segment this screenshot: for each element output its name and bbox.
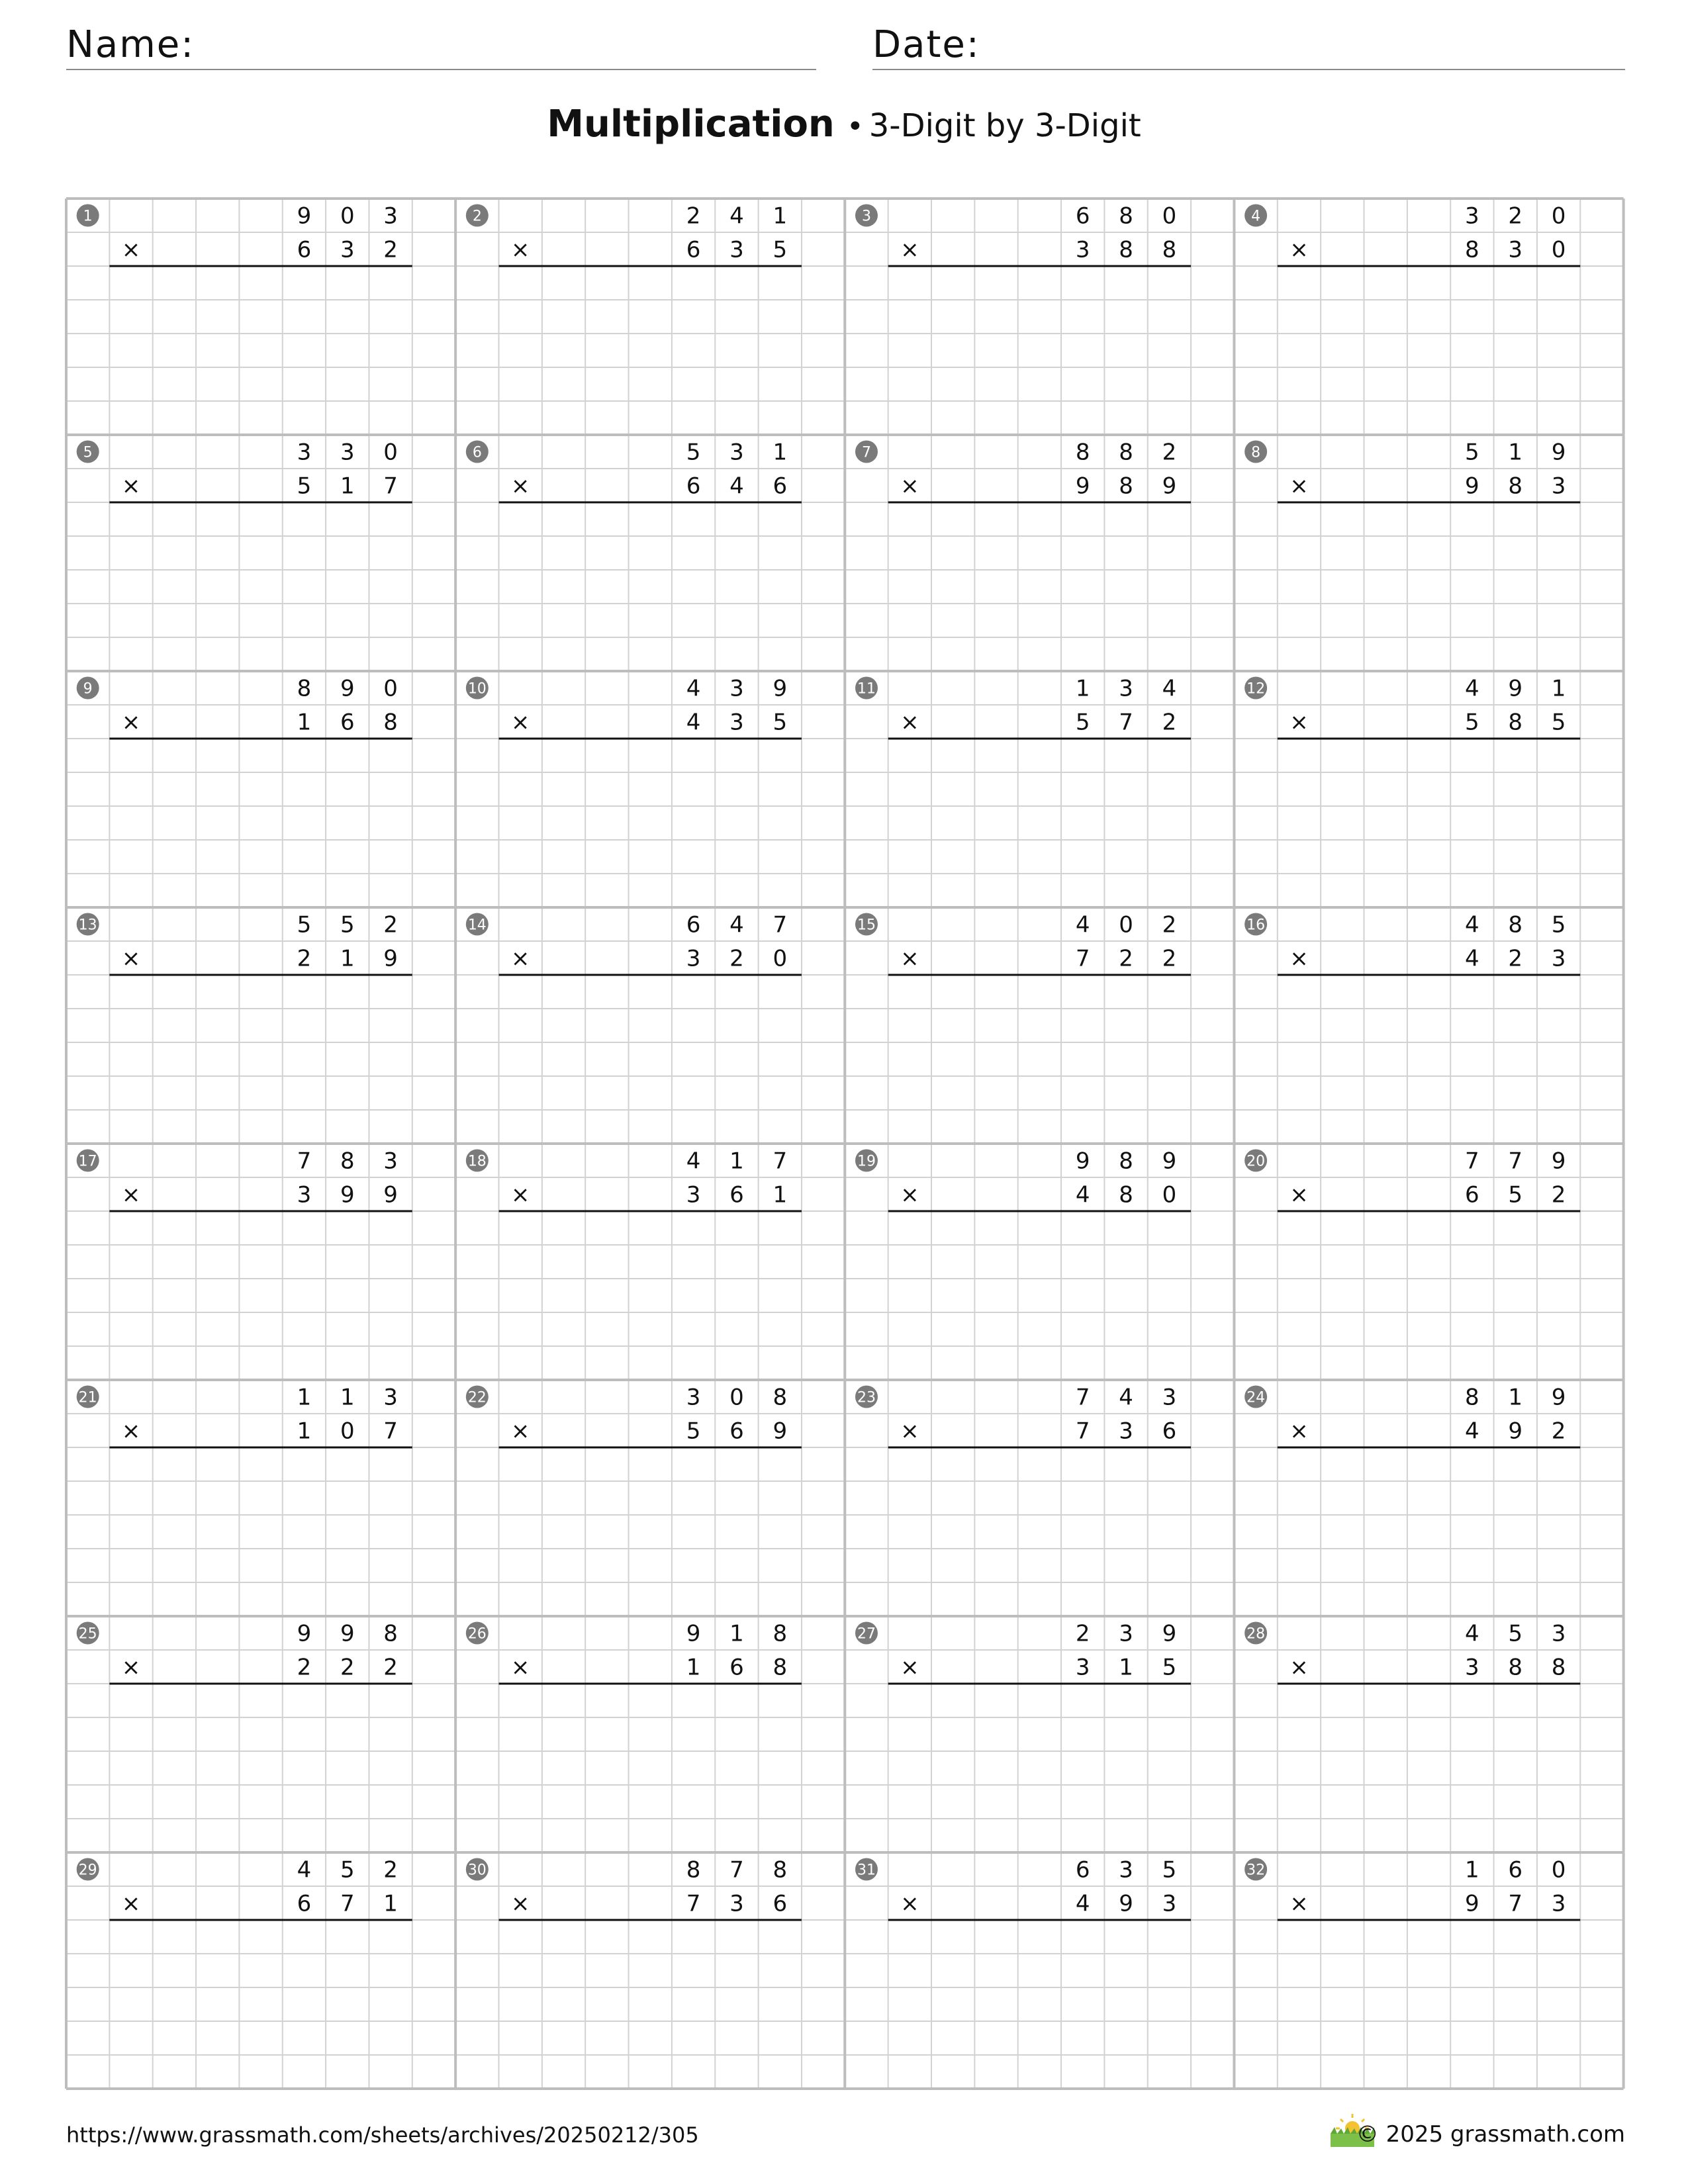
multiplicand-digit: 9 xyxy=(1508,675,1523,702)
multiplicand-digit: 4 xyxy=(1162,675,1177,702)
multiplicand-digit: 6 xyxy=(1075,203,1090,230)
multiplier-digit: 1 xyxy=(297,1418,312,1445)
multiplicand-digit: 5 xyxy=(1162,1856,1177,1884)
problem-number: 4 xyxy=(1251,208,1261,225)
multiplicand-digit: 6 xyxy=(1075,1856,1090,1884)
multiplicand-digit: 0 xyxy=(383,439,398,466)
multiplier-digit: 8 xyxy=(1119,1181,1133,1208)
multiplier-digit: 2 xyxy=(1551,1181,1566,1208)
multiply-operator: × xyxy=(1289,1654,1309,1681)
multiplier-digit: 1 xyxy=(1119,1654,1133,1681)
multiplier-digit: 6 xyxy=(1465,1181,1479,1208)
problem-number: 16 xyxy=(1246,917,1266,934)
title-subtitle: 3-Digit by 3-Digit xyxy=(868,107,1141,144)
multiplicand-digit: 6 xyxy=(686,911,701,938)
multiplier-digit: 1 xyxy=(383,1890,398,1917)
problem-number: 28 xyxy=(1246,1625,1266,1643)
multiplier-digit: 7 xyxy=(1119,709,1133,736)
problem-number: 9 xyxy=(83,680,93,698)
multiply-operator: × xyxy=(510,945,530,972)
multiplier-digit: 4 xyxy=(729,473,744,500)
multiply-operator: × xyxy=(1289,1181,1309,1208)
multiplier-digit: 4 xyxy=(1465,945,1479,972)
multiplier-digit: 4 xyxy=(1465,1418,1479,1445)
multiply-operator: × xyxy=(121,236,141,263)
multiplicand-digit: 2 xyxy=(383,1856,398,1884)
multiply-operator: × xyxy=(1289,473,1309,500)
multiply-operator: × xyxy=(1289,945,1309,972)
multiplicand-digit: 5 xyxy=(1508,1620,1523,1647)
multiplier-digit: 7 xyxy=(1075,1418,1090,1445)
multiplicand-digit: 3 xyxy=(1119,1856,1133,1884)
multiplier-digit: 2 xyxy=(297,1654,312,1681)
multiplicand-digit: 5 xyxy=(686,439,701,466)
multiplier-digit: 5 xyxy=(773,236,788,263)
multiplier-digit: 6 xyxy=(729,1181,744,1208)
multiplicand-digit: 4 xyxy=(686,675,701,702)
multiplier-digit: 2 xyxy=(729,945,744,972)
multiplicand-digit: 1 xyxy=(773,203,788,230)
multiplicand-digit: 7 xyxy=(773,911,788,938)
multiplicand-digit: 1 xyxy=(773,439,788,466)
multiply-operator: × xyxy=(900,709,919,736)
multiplicand-digit: 8 xyxy=(686,1856,701,1884)
multiplier-digit: 3 xyxy=(686,1181,701,1208)
multiplicand-digit: 9 xyxy=(1551,1384,1566,1411)
multiplier-digit: 6 xyxy=(297,1890,312,1917)
multiplier-digit: 5 xyxy=(1162,1654,1177,1681)
multiply-operator: × xyxy=(121,709,141,736)
problem-number: 14 xyxy=(467,917,487,934)
problem-number: 18 xyxy=(467,1153,487,1170)
multiplier-digit: 2 xyxy=(1551,1418,1566,1445)
multiplicand-digit: 7 xyxy=(1075,1384,1090,1411)
multiplicand-digit: 1 xyxy=(1508,1384,1523,1411)
multiplier-digit: 9 xyxy=(340,1181,355,1208)
problem-number: 12 xyxy=(1246,680,1266,698)
multiplier-digit: 3 xyxy=(1551,1890,1566,1917)
multiplier-digit: 8 xyxy=(1508,473,1523,500)
multiplier-digit: 1 xyxy=(340,945,355,972)
multiplicand-digit: 0 xyxy=(340,203,355,230)
multiplicand-digit: 5 xyxy=(1551,911,1566,938)
multiplicand-digit: 3 xyxy=(340,439,355,466)
multiplicand-digit: 4 xyxy=(729,203,744,230)
multiplier-digit: 3 xyxy=(1465,1654,1479,1681)
multiplicand-digit: 3 xyxy=(729,675,744,702)
multiply-operator: × xyxy=(900,1418,919,1445)
problem-number: 20 xyxy=(1246,1153,1266,1170)
multiplier-digit: 3 xyxy=(686,945,701,972)
multiplicand-digit: 1 xyxy=(1508,439,1523,466)
multiplicand-digit: 8 xyxy=(1508,911,1523,938)
multiplier-digit: 7 xyxy=(383,1418,398,1445)
multiplier-digit: 6 xyxy=(729,1654,744,1681)
multiply-operator: × xyxy=(121,1181,141,1208)
multiplicand-digit: 3 xyxy=(1162,1384,1177,1411)
multiplier-digit: 7 xyxy=(383,473,398,500)
multiplicand-digit: 1 xyxy=(729,1620,744,1647)
multiplier-digit: 1 xyxy=(686,1654,701,1681)
multiplier-digit: 8 xyxy=(1119,236,1133,263)
multiplier-digit: 4 xyxy=(1075,1890,1090,1917)
multiplicand-digit: 0 xyxy=(1551,203,1566,230)
multiplier-digit: 3 xyxy=(297,1181,312,1208)
multiplicand-digit: 0 xyxy=(729,1384,744,1411)
multiply-operator: × xyxy=(121,1654,141,1681)
multiplier-digit: 3 xyxy=(1075,236,1090,263)
multiplier-digit: 3 xyxy=(1162,1890,1177,1917)
problem-number: 7 xyxy=(861,444,871,461)
problem-number: 24 xyxy=(1246,1389,1266,1406)
multiplier-digit: 6 xyxy=(686,473,701,500)
multiplier-digit: 3 xyxy=(1508,236,1523,263)
multiply-operator: × xyxy=(121,473,141,500)
multiplicand-digit: 1 xyxy=(1075,675,1090,702)
multiplier-digit: 8 xyxy=(1508,1654,1523,1681)
multiplicand-digit: 8 xyxy=(1119,1148,1133,1175)
multiply-operator: × xyxy=(900,1181,919,1208)
multiplier-digit: 0 xyxy=(340,1418,355,1445)
multiplier-digit: 8 xyxy=(383,709,398,736)
multiplicand-digit: 1 xyxy=(729,1148,744,1175)
multiplicand-digit: 3 xyxy=(729,439,744,466)
multiplicand-digit: 4 xyxy=(1119,1384,1133,1411)
multiplicand-digit: 4 xyxy=(1075,911,1090,938)
problem-number: 25 xyxy=(78,1625,97,1643)
multiplicand-digit: 2 xyxy=(1508,203,1523,230)
multiplier-digit: 6 xyxy=(686,236,701,263)
multiplicand-digit: 4 xyxy=(686,1148,701,1175)
problem-number: 21 xyxy=(78,1389,97,1406)
multiplicand-digit: 8 xyxy=(1119,203,1133,230)
problem-number: 31 xyxy=(857,1862,876,1879)
multiplier-digit: 6 xyxy=(729,1418,744,1445)
date-label: Date: xyxy=(872,23,980,66)
multiplier-digit: 6 xyxy=(297,236,312,263)
multiplicand-digit: 9 xyxy=(297,203,312,230)
multiplicand-digit: 2 xyxy=(1162,439,1177,466)
multiply-operator: × xyxy=(510,1890,530,1917)
problem-number: 22 xyxy=(467,1389,487,1406)
multiplier-digit: 6 xyxy=(340,709,355,736)
multiply-operator: × xyxy=(1289,1890,1309,1917)
multiplicand-digit: 5 xyxy=(1465,439,1479,466)
title-main: Multiplication xyxy=(547,103,835,146)
multiplier-digit: 3 xyxy=(1119,1418,1133,1445)
multiplicand-digit: 9 xyxy=(1162,1148,1177,1175)
multiplicand-digit: 9 xyxy=(1162,1620,1177,1647)
multiplicand-digit: 8 xyxy=(1465,1384,1479,1411)
problem-number: 19 xyxy=(857,1153,876,1170)
multiply-operator: × xyxy=(121,945,141,972)
problem-number: 10 xyxy=(467,680,487,698)
multiplier-digit: 5 xyxy=(1551,709,1566,736)
multiplicand-digit: 9 xyxy=(340,675,355,702)
multiplier-digit: 4 xyxy=(1075,1181,1090,1208)
multiply-operator: × xyxy=(900,1654,919,1681)
multiplicand-digit: 4 xyxy=(1465,1620,1479,1647)
multiplier-digit: 1 xyxy=(773,1181,788,1208)
multiplicand-digit: 8 xyxy=(773,1384,788,1411)
multiply-operator: × xyxy=(510,1418,530,1445)
multiplier-digit: 9 xyxy=(383,1181,398,1208)
multiplicand-digit: 9 xyxy=(297,1620,312,1647)
multiplicand-digit: 3 xyxy=(383,1384,398,1411)
multiplicand-digit: 3 xyxy=(1465,203,1479,230)
multiplicand-digit: 7 xyxy=(1508,1148,1523,1175)
multiplicand-digit: 7 xyxy=(773,1148,788,1175)
title-bullet: • xyxy=(846,110,864,144)
multiplier-digit: 3 xyxy=(1075,1654,1090,1681)
multiply-operator: × xyxy=(121,1418,141,1445)
multiplier-digit: 9 xyxy=(1508,1418,1523,1445)
multiplicand-digit: 3 xyxy=(1119,1620,1133,1647)
multiplicand-digit: 8 xyxy=(773,1620,788,1647)
multiplicand-digit: 3 xyxy=(297,439,312,466)
multiplier-digit: 3 xyxy=(340,236,355,263)
multiply-operator: × xyxy=(1289,1418,1309,1445)
multiplicand-digit: 3 xyxy=(1551,1620,1566,1647)
multiplicand-digit: 0 xyxy=(383,675,398,702)
problem-number: 29 xyxy=(78,1862,97,1879)
multiplicand-digit: 8 xyxy=(340,1148,355,1175)
multiplier-digit: 9 xyxy=(1465,473,1479,500)
multiplicand-digit: 9 xyxy=(340,1620,355,1647)
name-label: Name: xyxy=(66,23,195,66)
problem-number: 11 xyxy=(857,680,876,698)
multiplier-digit: 2 xyxy=(1119,945,1133,972)
multiplicand-digit: 0 xyxy=(1119,911,1133,938)
multiplicand-digit: 9 xyxy=(1551,439,1566,466)
multiplier-digit: 3 xyxy=(729,1890,744,1917)
multiplier-digit: 8 xyxy=(773,1654,788,1681)
multiplicand-digit: 0 xyxy=(1551,1856,1566,1884)
multiplier-digit: 9 xyxy=(1162,473,1177,500)
multiplier-digit: 7 xyxy=(1075,945,1090,972)
multiplicand-digit: 5 xyxy=(340,911,355,938)
multiply-operator: × xyxy=(121,1890,141,1917)
multiplier-digit: 5 xyxy=(297,473,312,500)
multiplicand-digit: 2 xyxy=(383,911,398,938)
multiplicand-digit: 8 xyxy=(297,675,312,702)
problem-number: 1 xyxy=(83,208,93,225)
multiplicand-digit: 8 xyxy=(1075,439,1090,466)
multiplier-digit: 6 xyxy=(1162,1418,1177,1445)
multiply-operator: × xyxy=(510,1181,530,1208)
multiplier-digit: 5 xyxy=(686,1418,701,1445)
multiplicand-digit: 4 xyxy=(1465,911,1479,938)
multiplicand-digit: 1 xyxy=(1551,675,1566,702)
multiply-operator: × xyxy=(1289,236,1309,263)
problem-number: 15 xyxy=(857,917,876,934)
multiplier-digit: 6 xyxy=(773,1890,788,1917)
multiplier-digit: 2 xyxy=(340,1654,355,1681)
multiplicand-digit: 7 xyxy=(1465,1148,1479,1175)
multiplier-digit: 8 xyxy=(1508,709,1523,736)
multiplier-digit: 5 xyxy=(773,709,788,736)
multiplicand-digit: 1 xyxy=(340,1384,355,1411)
multiplier-digit: 9 xyxy=(1075,473,1090,500)
multiplicand-digit: 5 xyxy=(297,911,312,938)
multiplier-digit: 0 xyxy=(1551,236,1566,263)
problem-number: 23 xyxy=(857,1389,876,1406)
multiplicand-digit: 2 xyxy=(1075,1620,1090,1647)
multiplier-digit: 1 xyxy=(340,473,355,500)
multiplier-digit: 3 xyxy=(729,236,744,263)
multiplicand-digit: 7 xyxy=(297,1148,312,1175)
multiplier-digit: 2 xyxy=(383,236,398,263)
multiplicand-digit: 2 xyxy=(1162,911,1177,938)
multiply-operator: × xyxy=(510,236,530,263)
multiplier-digit: 8 xyxy=(1162,236,1177,263)
multiplicand-digit: 5 xyxy=(340,1856,355,1884)
multiplicand-digit: 4 xyxy=(1465,675,1479,702)
multiplicand-digit: 3 xyxy=(383,203,398,230)
multiplier-digit: 3 xyxy=(1551,945,1566,972)
multiply-operator: × xyxy=(510,473,530,500)
multiply-operator: × xyxy=(900,1890,919,1917)
multiplicand-digit: 9 xyxy=(686,1620,701,1647)
multiply-operator: × xyxy=(900,236,919,263)
multiplier-digit: 7 xyxy=(340,1890,355,1917)
multiplier-digit: 8 xyxy=(1465,236,1479,263)
multiplier-digit: 4 xyxy=(686,709,701,736)
multiplicand-digit: 1 xyxy=(1465,1856,1479,1884)
problem-number: 8 xyxy=(1251,444,1261,461)
problem-number: 30 xyxy=(467,1862,487,1879)
problem-number: 5 xyxy=(83,444,93,461)
multiplier-digit: 5 xyxy=(1075,709,1090,736)
multiplier-digit: 9 xyxy=(1465,1890,1479,1917)
multiplier-digit: 2 xyxy=(1162,945,1177,972)
problem-number: 2 xyxy=(472,208,482,225)
multiplier-digit: 3 xyxy=(1551,473,1566,500)
multiplier-digit: 9 xyxy=(773,1418,788,1445)
problem-number: 32 xyxy=(1246,1862,1266,1879)
multiplicand-digit: 4 xyxy=(297,1856,312,1884)
multiplicand-digit: 0 xyxy=(1162,203,1177,230)
multiplicand-digit: 4 xyxy=(729,911,744,938)
multiplicand-digit: 8 xyxy=(1119,439,1133,466)
multiplier-digit: 6 xyxy=(773,473,788,500)
multiplier-digit: 2 xyxy=(297,945,312,972)
problem-number: 3 xyxy=(861,208,871,225)
multiplier-digit: 2 xyxy=(1508,945,1523,972)
multiplicand-digit: 9 xyxy=(1551,1148,1566,1175)
problem-number: 27 xyxy=(857,1625,876,1643)
multiplicand-digit: 7 xyxy=(729,1856,744,1884)
multiplier-digit: 2 xyxy=(383,1654,398,1681)
multiplicand-digit: 3 xyxy=(686,1384,701,1411)
problem-number: 17 xyxy=(78,1153,97,1170)
multiply-operator: × xyxy=(900,945,919,972)
multiplier-digit: 5 xyxy=(1508,1181,1523,1208)
multiplier-digit: 8 xyxy=(1119,473,1133,500)
multiply-operator: × xyxy=(510,1654,530,1681)
multiplier-digit: 2 xyxy=(1162,709,1177,736)
multiplier-digit: 3 xyxy=(729,709,744,736)
multiplicand-digit: 8 xyxy=(383,1620,398,1647)
multiplicand-digit: 9 xyxy=(1075,1148,1090,1175)
problem-number: 13 xyxy=(78,917,97,934)
multiplier-digit: 1 xyxy=(297,709,312,736)
problem-number: 6 xyxy=(472,444,482,461)
multiplicand-digit: 6 xyxy=(1508,1856,1523,1884)
problem-number: 26 xyxy=(467,1625,487,1643)
multiplier-digit: 8 xyxy=(1551,1654,1566,1681)
footer-copyright: © 2025 grassmath.com xyxy=(1356,2121,1625,2148)
multiply-operator: × xyxy=(510,709,530,736)
multiplicand-digit: 2 xyxy=(686,203,701,230)
footer-url: https://www.grassmath.com/sheets/archives/20250212/305 xyxy=(66,2122,699,2148)
multiplicand-digit: 3 xyxy=(383,1148,398,1175)
multiplier-digit: 7 xyxy=(686,1890,701,1917)
multiplier-digit: 5 xyxy=(1465,709,1479,736)
multiplier-digit: 9 xyxy=(1119,1890,1133,1917)
multiplicand-digit: 9 xyxy=(773,675,788,702)
multiply-operator: × xyxy=(900,473,919,500)
multiplier-digit: 0 xyxy=(1162,1181,1177,1208)
multiply-operator: × xyxy=(1289,709,1309,736)
multiplier-digit: 9 xyxy=(383,945,398,972)
multiplicand-digit: 1 xyxy=(297,1384,312,1411)
multiplicand-digit: 8 xyxy=(773,1856,788,1884)
multiplier-digit: 7 xyxy=(1508,1890,1523,1917)
multiplicand-digit: 3 xyxy=(1119,675,1133,702)
multiplier-digit: 0 xyxy=(773,945,788,972)
